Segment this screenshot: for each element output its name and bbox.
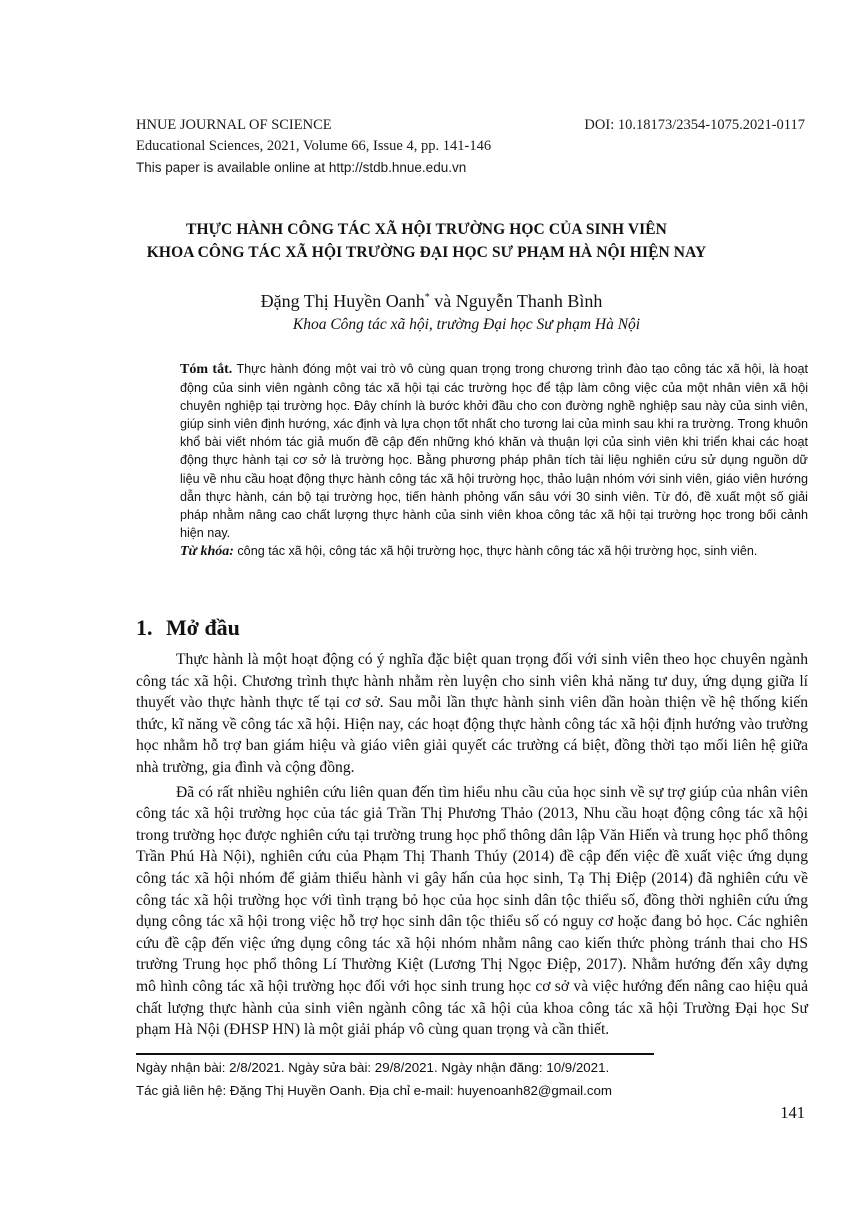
abstract-label: Tóm tắt. <box>180 362 233 377</box>
paper-title-line-1: THỰC HÀNH CÔNG TÁC XÃ HỘI TRƯỜNG HỌC CỦA SINH VIÊN <box>186 221 667 238</box>
abstract-text: Thực hành đóng một vai trò vô cùng quan trọng trong chương trình đào tạo công tác xã hội, là hoạt động của sinh viên ngành công tác xã hội tại các trường học để tập làm công việc của một nhân viên xã hội chuyên nghiệp tại trường học. Đây chính là bước khởi đầu cho con đường nghề nghiệp sau này của sinh viên, giúp sinh viên định hướng, xác định và lựa chọn tốt nhất cho tương lai của mình sau khi ra trường. Trong khuôn khổ bài viết nhóm tác giả muốn đề cập đến những khó khăn và thuận lợi của sinh viên khi triển khai các hoạt động thực hành tại cơ sở là trường học. Bằng phương pháp phân tích tài liệu nghiên cứu sử dụng nguồn dữ liệu về nhu cầu hoạt động thực hành công tác xã hội trường học, thảo luận nhóm với sinh viên, giáo viên hướng dẫn thực hành, cán bộ tại trường học, tiến hành phỏng vấn sâu với 30 sinh viên. Từ đó, đề xuất một số giải pháp nhằm nâng cao chất lượng thực hành của sinh viên khoa công tác xã hội tại trường học trong bối cảnh hiện nay. <box>180 362 809 540</box>
footnote-contact: Tác giả liên hệ: Đặng Thị Huyền Oanh. Địa chỉ e-mail: huyenoanh82@gmail.com <box>136 1083 612 1098</box>
section-title: Mở đầu <box>166 615 240 640</box>
section-number: 1. <box>136 615 153 640</box>
paper-title-line-2: KHOA CÔNG TÁC XÃ HỘI TRƯỜNG ĐẠI HỌC SƯ PHẠM HÀ NỘI HIỆN NAY <box>146 244 707 261</box>
author-1: Đặng Thị Huyền Oanh <box>260 291 425 311</box>
keywords-text: công tác xã hội, công tác xã hội trường học, thực hành công tác xã hội trường học, sinh viên. <box>233 543 758 558</box>
abstract-body <box>180 360 808 542</box>
body-paragraph: Thực hành là một hoạt động có ý nghĩa đặc biệt quan trọng đối với sinh viên theo học chuyên ngành công tác xã hội. Chương trình thực hành nhằm rèn luyện cho sinh viên khả năng tư duy, ứng dụng giữa lí thuyết vào thực hành thực tế tại cơ sở. Sau mỗi lần thực hành sinh viên dần hoàn thiện về hệ thống kiến thức, kĩ năng về công tác xã hội. Hiện nay, các hoạt động thực hành công tác xã hội định hướng vào trường học nhằm hỗ trợ ban giám hiệu và giáo viên giải quyết các trường cá biệt, đồng thời tạo mối liên hệ giữa nhà trường, gia đình và cộng đồng. <box>136 651 808 776</box>
corresponding-author-mark: * <box>424 292 430 303</box>
abstract <box>180 360 808 561</box>
journal-name: HNUE JOURNAL OF SCIENCE <box>136 117 332 133</box>
page-number: 141 <box>780 1103 805 1122</box>
authors <box>0 290 853 312</box>
footnote-dates: Ngày nhận bài: 2/8/2021. Ngày sửa bài: 29/8/2021. Ngày nhận đăng: 10/9/2021. <box>136 1060 610 1075</box>
body-paragraph: Đã có rất nhiều nghiên cứu liên quan đến tìm hiểu nhu cầu của học sinh về sự trợ giúp của nhân viên công tác xã hội trường học của tác giả Trần Thị Phương Thảo (2013, Nhu cầu hoạt động công tác xã hội trong trường học được nghiên cứu tại trường trung học phổ thông dân lập Văn Hiến và trung học phổ thông Trần Phú Hà Nội), nghiên cứu của Phạm Thị Thanh Thúy (2014) đề cập đến việc đề xuất việc ứng dụng công tác xã hội nhóm để giảm thiểu hành vi gây hấn của học sinh, Tạ Thị Điệp (2014) đã nghiên cứu về công tác xã hội trường học với tình trạng bỏ học của học sinh dân tộc thiểu số, đồng thời nghiên cứu ứng dụng công tác xã hội trong việc hỗ trợ học sinh dân tộc thiểu số có nguy cơ hoặc đang bỏ học. Các nghiên cứu đề cập đến việc ứng dụng công tác xã hội nhóm nhằm nâng cao kiến thức phòng tránh thai cho HS trường Trung học phổ thông Lí Thường Kiệt (Lương Thị Ngọc Điệp, 2017). Nhằm hướng đến xây dựng mô hình công tác xã hội trường học đối với học sinh trung học cơ sở và việc hướng đến nâng cao hiệu quả chất lượng thực hành của sinh viên ngành công tác xã hội của khoa công tác xã hội Trường Đại học Sư phạm Hà Nội (ĐHSP HN) là một giải pháp vô cùng quan trọng và cần thiết. <box>136 783 808 1039</box>
author-2: Nguyễn Thanh Bình <box>455 291 603 311</box>
section-body <box>136 649 808 1044</box>
issue-info: Educational Sciences, 2021, Volume 66, Issue 4, pp. 141-146 <box>136 138 492 154</box>
online-availability: This paper is available online at http://stdb.hnue.edu.vn <box>136 160 467 175</box>
affiliation: Khoa Công tác xã hội, trường Đại học Sư phạm Hà Nội <box>292 316 641 333</box>
author-conjunction: và <box>429 291 456 311</box>
keywords-label: Từ khóa: <box>180 543 234 559</box>
doi: DOI: 10.18173/2354-1075.2021-0117 <box>584 117 805 133</box>
footnote-divider <box>136 1053 654 1055</box>
keywords <box>180 542 808 561</box>
section-heading <box>136 615 240 641</box>
